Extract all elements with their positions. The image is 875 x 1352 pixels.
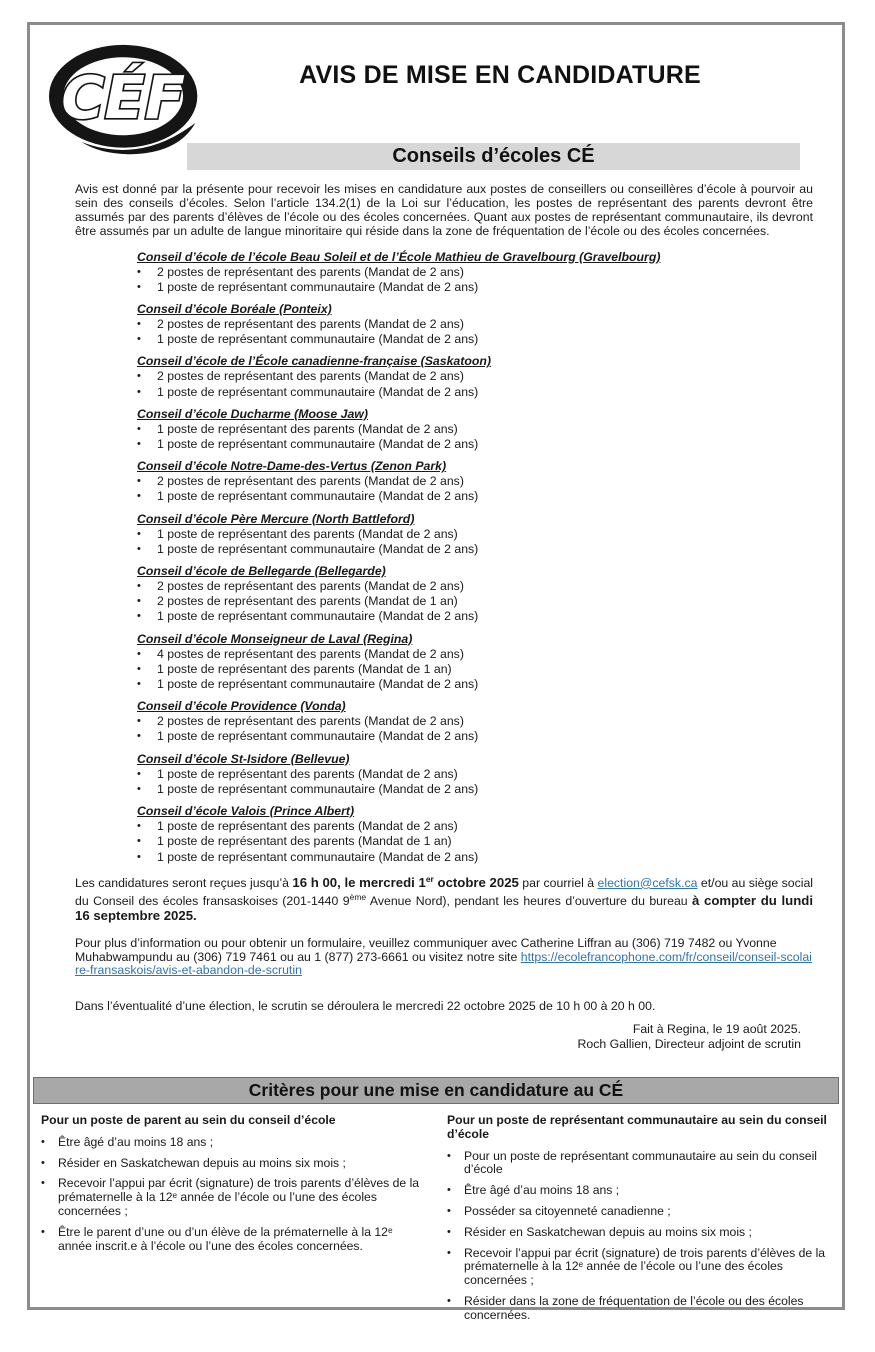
criteria-section bbox=[31, 1077, 841, 1330]
council-position-text: 2 postes de représentant des parents (Mandat de 2 ans) bbox=[157, 369, 464, 384]
criteria-column-community bbox=[447, 1114, 827, 1330]
criteria-items-parent bbox=[41, 1136, 421, 1254]
criteria-item-text: Recevoir l’appui par écrit (signature) de trois parents d’élèves de la prématernelle à la 12ᵉ année de l’école ou l’une des écoles concernées ; bbox=[58, 1176, 420, 1218]
criteria-columns bbox=[31, 1104, 841, 1330]
council-position-text: 2 postes de représentant des parents (Mandat de 2 ans) bbox=[157, 317, 464, 332]
council-name: Conseil d’école de Bellegarde (Bellegarde) bbox=[137, 564, 386, 579]
council-position-text: 1 poste de représentant communautaire (Mandat de 2 ans) bbox=[157, 677, 479, 692]
signature-name: Roch Gallien, Directeur adjoint de scrutin bbox=[577, 1036, 801, 1051]
bullet-icon: • bbox=[137, 318, 141, 331]
bullet-icon: • bbox=[447, 1225, 451, 1238]
council-position-text: 2 postes de représentant des parents (Mandat de 1 an) bbox=[157, 594, 458, 609]
signature-block bbox=[75, 1022, 813, 1051]
text-run: par courriel à bbox=[518, 875, 598, 890]
text-run: à compter du lundi 16 septembre 2025. bbox=[75, 892, 813, 923]
bullet-icon: • bbox=[137, 850, 141, 863]
criteria-item-text: Être âgé d’au moins 18 ans ; bbox=[58, 1134, 214, 1149]
council-position-text: 1 poste de représentant des parents (Mandat de 1 an) bbox=[157, 661, 452, 676]
council-name: Conseil d’école Valois (Prince Albert) bbox=[137, 804, 355, 819]
bullet-icon: • bbox=[137, 730, 141, 743]
contact-paragraph bbox=[75, 937, 813, 979]
criteria-item bbox=[41, 1226, 421, 1254]
criteria-item bbox=[447, 1247, 827, 1288]
cef-logo-text: CÉF bbox=[61, 63, 186, 133]
council-position-text: 1 poste de représentant des parents (Mandat de 2 ans) bbox=[157, 766, 458, 781]
council-name: Conseil d’école de l’école Beau Soleil et de l’École Mathieu de Gravelbourg (Gravelbourg) bbox=[137, 249, 661, 264]
council-position-text: 2 postes de représentant des parents (Mandat de 2 ans) bbox=[157, 714, 464, 729]
council-name: Conseil d’école Notre-Dame-des-Vertus (Zenon Park) bbox=[137, 459, 447, 474]
subtitle-bar: Conseils d’écoles CÉ bbox=[187, 143, 800, 170]
bullet-icon: • bbox=[447, 1184, 451, 1197]
council-position bbox=[137, 729, 813, 744]
text-run: ème bbox=[349, 891, 367, 902]
council-position-text: 1 poste de représentant communautaire (Mandat de 2 ans) bbox=[157, 437, 479, 452]
criteria-item bbox=[41, 1136, 421, 1150]
council-position-text: 1 poste de représentant des parents (Mandat de 1 an) bbox=[157, 834, 452, 849]
council-position bbox=[137, 850, 813, 865]
council-position bbox=[137, 489, 813, 504]
council-block bbox=[137, 751, 813, 797]
council-block bbox=[137, 406, 813, 452]
council-name: Conseil d’école Providence (Vonda) bbox=[137, 699, 346, 714]
email-link[interactable]: election@cefsk.ca bbox=[597, 875, 698, 890]
council-position-text: 1 poste de représentant communautaire (Mandat de 2 ans) bbox=[157, 332, 479, 347]
council-position-text: 1 poste de représentant communautaire (Mandat de 2 ans) bbox=[157, 541, 479, 556]
council-position-text: 2 postes de représentant des parents (Mandat de 2 ans) bbox=[157, 579, 464, 594]
council-position bbox=[137, 579, 813, 594]
bullet-icon: • bbox=[447, 1149, 451, 1162]
bullet-icon: • bbox=[137, 475, 141, 488]
criteria-item bbox=[41, 1157, 421, 1171]
council-position-text: 4 postes de représentant des parents (Mandat de 2 ans) bbox=[157, 646, 464, 661]
bullet-icon: • bbox=[447, 1246, 451, 1259]
council-block bbox=[137, 563, 813, 625]
criteria-item bbox=[447, 1205, 827, 1219]
bullet-icon: • bbox=[137, 647, 141, 660]
bullet-icon: • bbox=[137, 542, 141, 555]
criteria-bar-title: Critères pour une mise en candidature au CÉ bbox=[33, 1077, 839, 1104]
criteria-item bbox=[447, 1226, 827, 1240]
bullet-icon: • bbox=[137, 820, 141, 833]
bullet-icon: • bbox=[137, 370, 141, 383]
cef-logo bbox=[45, 43, 207, 159]
bullet-icon: • bbox=[137, 782, 141, 795]
page-title: AVIS DE MISE EN CANDIDATURE bbox=[299, 61, 701, 89]
bullet-icon: • bbox=[137, 610, 141, 623]
bullet-icon: • bbox=[41, 1177, 45, 1190]
council-position-text: 2 postes de représentant des parents (Mandat de 2 ans) bbox=[157, 474, 464, 489]
text-run: Les candidatures seront reçues jusqu’à bbox=[75, 875, 293, 890]
criteria-item bbox=[447, 1150, 827, 1178]
council-name: Conseil d’école Boréale (Ponteix) bbox=[137, 302, 332, 317]
council-position bbox=[137, 677, 813, 692]
criteria-item-text: Résider en Saskatchewan depuis au moins six mois ; bbox=[464, 1224, 752, 1239]
council-position bbox=[137, 422, 813, 437]
council-position-text: 2 postes de représentant des parents (Mandat de 2 ans) bbox=[157, 264, 464, 279]
council-position bbox=[137, 332, 813, 347]
bullet-icon: • bbox=[447, 1204, 451, 1217]
bullet-icon: • bbox=[137, 333, 141, 346]
deadline-paragraph bbox=[75, 873, 813, 924]
cef-logo-graphic bbox=[45, 43, 207, 159]
text-run: 16 h 00, le mercredi 1 bbox=[292, 874, 426, 890]
bullet-icon: • bbox=[137, 715, 141, 728]
council-block bbox=[137, 249, 813, 295]
council-block bbox=[137, 803, 813, 865]
council-position bbox=[137, 767, 813, 782]
council-position bbox=[137, 609, 813, 624]
text-run: octobre 2025 bbox=[433, 874, 519, 890]
council-block bbox=[137, 458, 813, 504]
council-position bbox=[137, 280, 813, 295]
text-run: Pour plus d’information ou pour obtenir un formulaire, veuillez communiquer avec Catherine Liffran au (306) 719 7482 ou Yvonne Muhabwampundu au (306) 719 7461 ou au 1 (877) 273-6661 ou visitez notre site bbox=[75, 935, 777, 964]
council-position bbox=[137, 317, 813, 332]
council-position-text: 1 poste de représentant communautaire (Mandat de 2 ans) bbox=[157, 849, 479, 864]
council-position bbox=[137, 265, 813, 280]
bullet-icon: • bbox=[137, 835, 141, 848]
council-block bbox=[137, 353, 813, 399]
scrutin-url-link[interactable]: https://ecolefrancophone.com/fr/conseil/conseil-scolaire-fransaskois/avis-et-abandon-de-scrutin bbox=[75, 949, 812, 978]
council-position bbox=[137, 834, 813, 849]
criteria-item-text: Résider en Saskatchewan depuis au moins six mois ; bbox=[58, 1155, 346, 1170]
council-block bbox=[137, 631, 813, 693]
council-position bbox=[137, 782, 813, 797]
council-position bbox=[137, 437, 813, 452]
council-position-text: 1 poste de représentant communautaire (Mandat de 2 ans) bbox=[157, 489, 479, 504]
council-position-text: 1 poste de représentant communautaire (Mandat de 2 ans) bbox=[157, 781, 479, 796]
bullet-icon: • bbox=[41, 1156, 45, 1169]
bullet-icon: • bbox=[41, 1135, 45, 1148]
council-position bbox=[137, 662, 813, 677]
bullet-icon: • bbox=[447, 1294, 451, 1307]
council-position bbox=[137, 647, 813, 662]
criteria-item-text: Pour un poste de représentant communautaire au sein du conseil d’école bbox=[464, 1148, 817, 1177]
council-position bbox=[137, 527, 813, 542]
council-position-text: 1 poste de représentant des parents (Mandat de 2 ans) bbox=[157, 526, 458, 541]
council-position-text: 1 poste de représentant des parents (Mandat de 2 ans) bbox=[157, 819, 458, 834]
bullet-icon: • bbox=[41, 1225, 45, 1238]
criteria-heading-community: Pour un poste de représentant communautaire au sein du conseil d’école bbox=[447, 1113, 827, 1141]
criteria-column-parent bbox=[41, 1114, 421, 1330]
criteria-item-text: Être âgé d’au moins 18 ans ; bbox=[464, 1183, 620, 1198]
council-position bbox=[137, 369, 813, 384]
criteria-item bbox=[447, 1295, 827, 1323]
council-position-text: 1 poste de représentant communautaire (Mandat de 2 ans) bbox=[157, 279, 479, 294]
council-name: Conseil d’école Monseigneur de Laval (Regina) bbox=[137, 631, 413, 646]
council-position-text: 1 poste de représentant communautaire (Mandat de 2 ans) bbox=[157, 384, 479, 399]
bullet-icon: • bbox=[137, 595, 141, 608]
content bbox=[30, 183, 842, 1051]
bullet-icon: • bbox=[137, 385, 141, 398]
council-name: Conseil d’école St-Isidore (Bellevue) bbox=[137, 751, 350, 766]
intro-paragraph: Avis est donné par la présente pour recevoir les mises en candidature aux postes de conseillers ou conseillères d’école à pourvoir au sein des conseils d’écoles. Selon l’article 134.2(1) de la Loi sur l’éducation, les postes de représentant des parents devront être assumés par des parents d’élèves de l’école ou des écoles concernées. Quant aux postes de représentant communautaire, ils devront être assumés par un adulte de langue minoritaire qui réside dans la zone de fréquentation de l’école ou des écoles concernées. bbox=[75, 182, 813, 238]
bullet-icon: • bbox=[137, 280, 141, 293]
council-block bbox=[137, 511, 813, 557]
council-name: Conseil d’école Ducharme (Moose Jaw) bbox=[137, 406, 368, 421]
criteria-item-text: Résider dans la zone de fréquentation de l’école ou des écoles concernées. bbox=[464, 1293, 804, 1322]
council-position bbox=[137, 714, 813, 729]
bullet-icon: • bbox=[137, 490, 141, 503]
bullet-icon: • bbox=[137, 527, 141, 540]
election-date-paragraph: Dans l’éventualité d’une élection, le scrutin se déroulera le mercredi 22 octobre 2025 de 10 h 00 à 20 h 00. bbox=[75, 999, 656, 1014]
criteria-item-text: Recevoir l’appui par écrit (signature) de trois parents d’élèves de la prématernelle à la 12ᵉ année de l’école ou l’une des écoles concernées ; bbox=[464, 1245, 826, 1288]
criteria-heading-parent: Pour un poste de parent au sein du conseil d’école bbox=[41, 1113, 336, 1127]
council-block bbox=[137, 301, 813, 347]
bullet-icon: • bbox=[137, 265, 141, 278]
bullet-icon: • bbox=[137, 662, 141, 675]
criteria-items-community bbox=[447, 1150, 827, 1323]
council-position bbox=[137, 542, 813, 557]
bullet-icon: • bbox=[137, 580, 141, 593]
bullet-icon: • bbox=[137, 767, 141, 780]
notice-page bbox=[27, 22, 845, 1322]
criteria-item-text: Être le parent d’une ou d’un élève de la prématernelle à la 12ᵉ année inscrit.e à l’école ou l’une des écoles concernées. bbox=[58, 1224, 393, 1253]
council-position bbox=[137, 819, 813, 834]
criteria-item bbox=[41, 1177, 421, 1218]
bullet-icon: • bbox=[137, 422, 141, 435]
text-run: er bbox=[425, 873, 434, 884]
bullet-icon: • bbox=[137, 678, 141, 691]
council-name: Conseil d’école de l’École canadienne-française (Saskatoon) bbox=[137, 354, 491, 369]
council-position-text: 1 poste de représentant communautaire (Mandat de 2 ans) bbox=[157, 609, 479, 624]
text-run: et/ou au siège social du Conseil des écoles fransaskoises (201-1440 9 bbox=[75, 875, 814, 908]
bullet-icon: • bbox=[137, 438, 141, 451]
council-name: Conseil d’école Père Mercure (North Battleford) bbox=[137, 511, 415, 526]
council-position bbox=[137, 594, 813, 609]
header bbox=[30, 25, 842, 173]
signature-place-date: Fait à Regina, le 19 août 2025. bbox=[632, 1022, 801, 1037]
criteria-item-text: Posséder sa citoyenneté canadienne ; bbox=[464, 1203, 671, 1218]
council-position-text: 1 poste de représentant communautaire (Mandat de 2 ans) bbox=[157, 729, 479, 744]
criteria-item bbox=[447, 1184, 827, 1198]
council-block bbox=[137, 698, 813, 744]
council-position bbox=[137, 385, 813, 400]
councils-list bbox=[137, 249, 813, 865]
council-position bbox=[137, 474, 813, 489]
text-run: Avenue Nord), pendant les heures d’ouverture du bureau bbox=[366, 893, 693, 908]
council-position-text: 1 poste de représentant des parents (Mandat de 2 ans) bbox=[157, 421, 458, 436]
